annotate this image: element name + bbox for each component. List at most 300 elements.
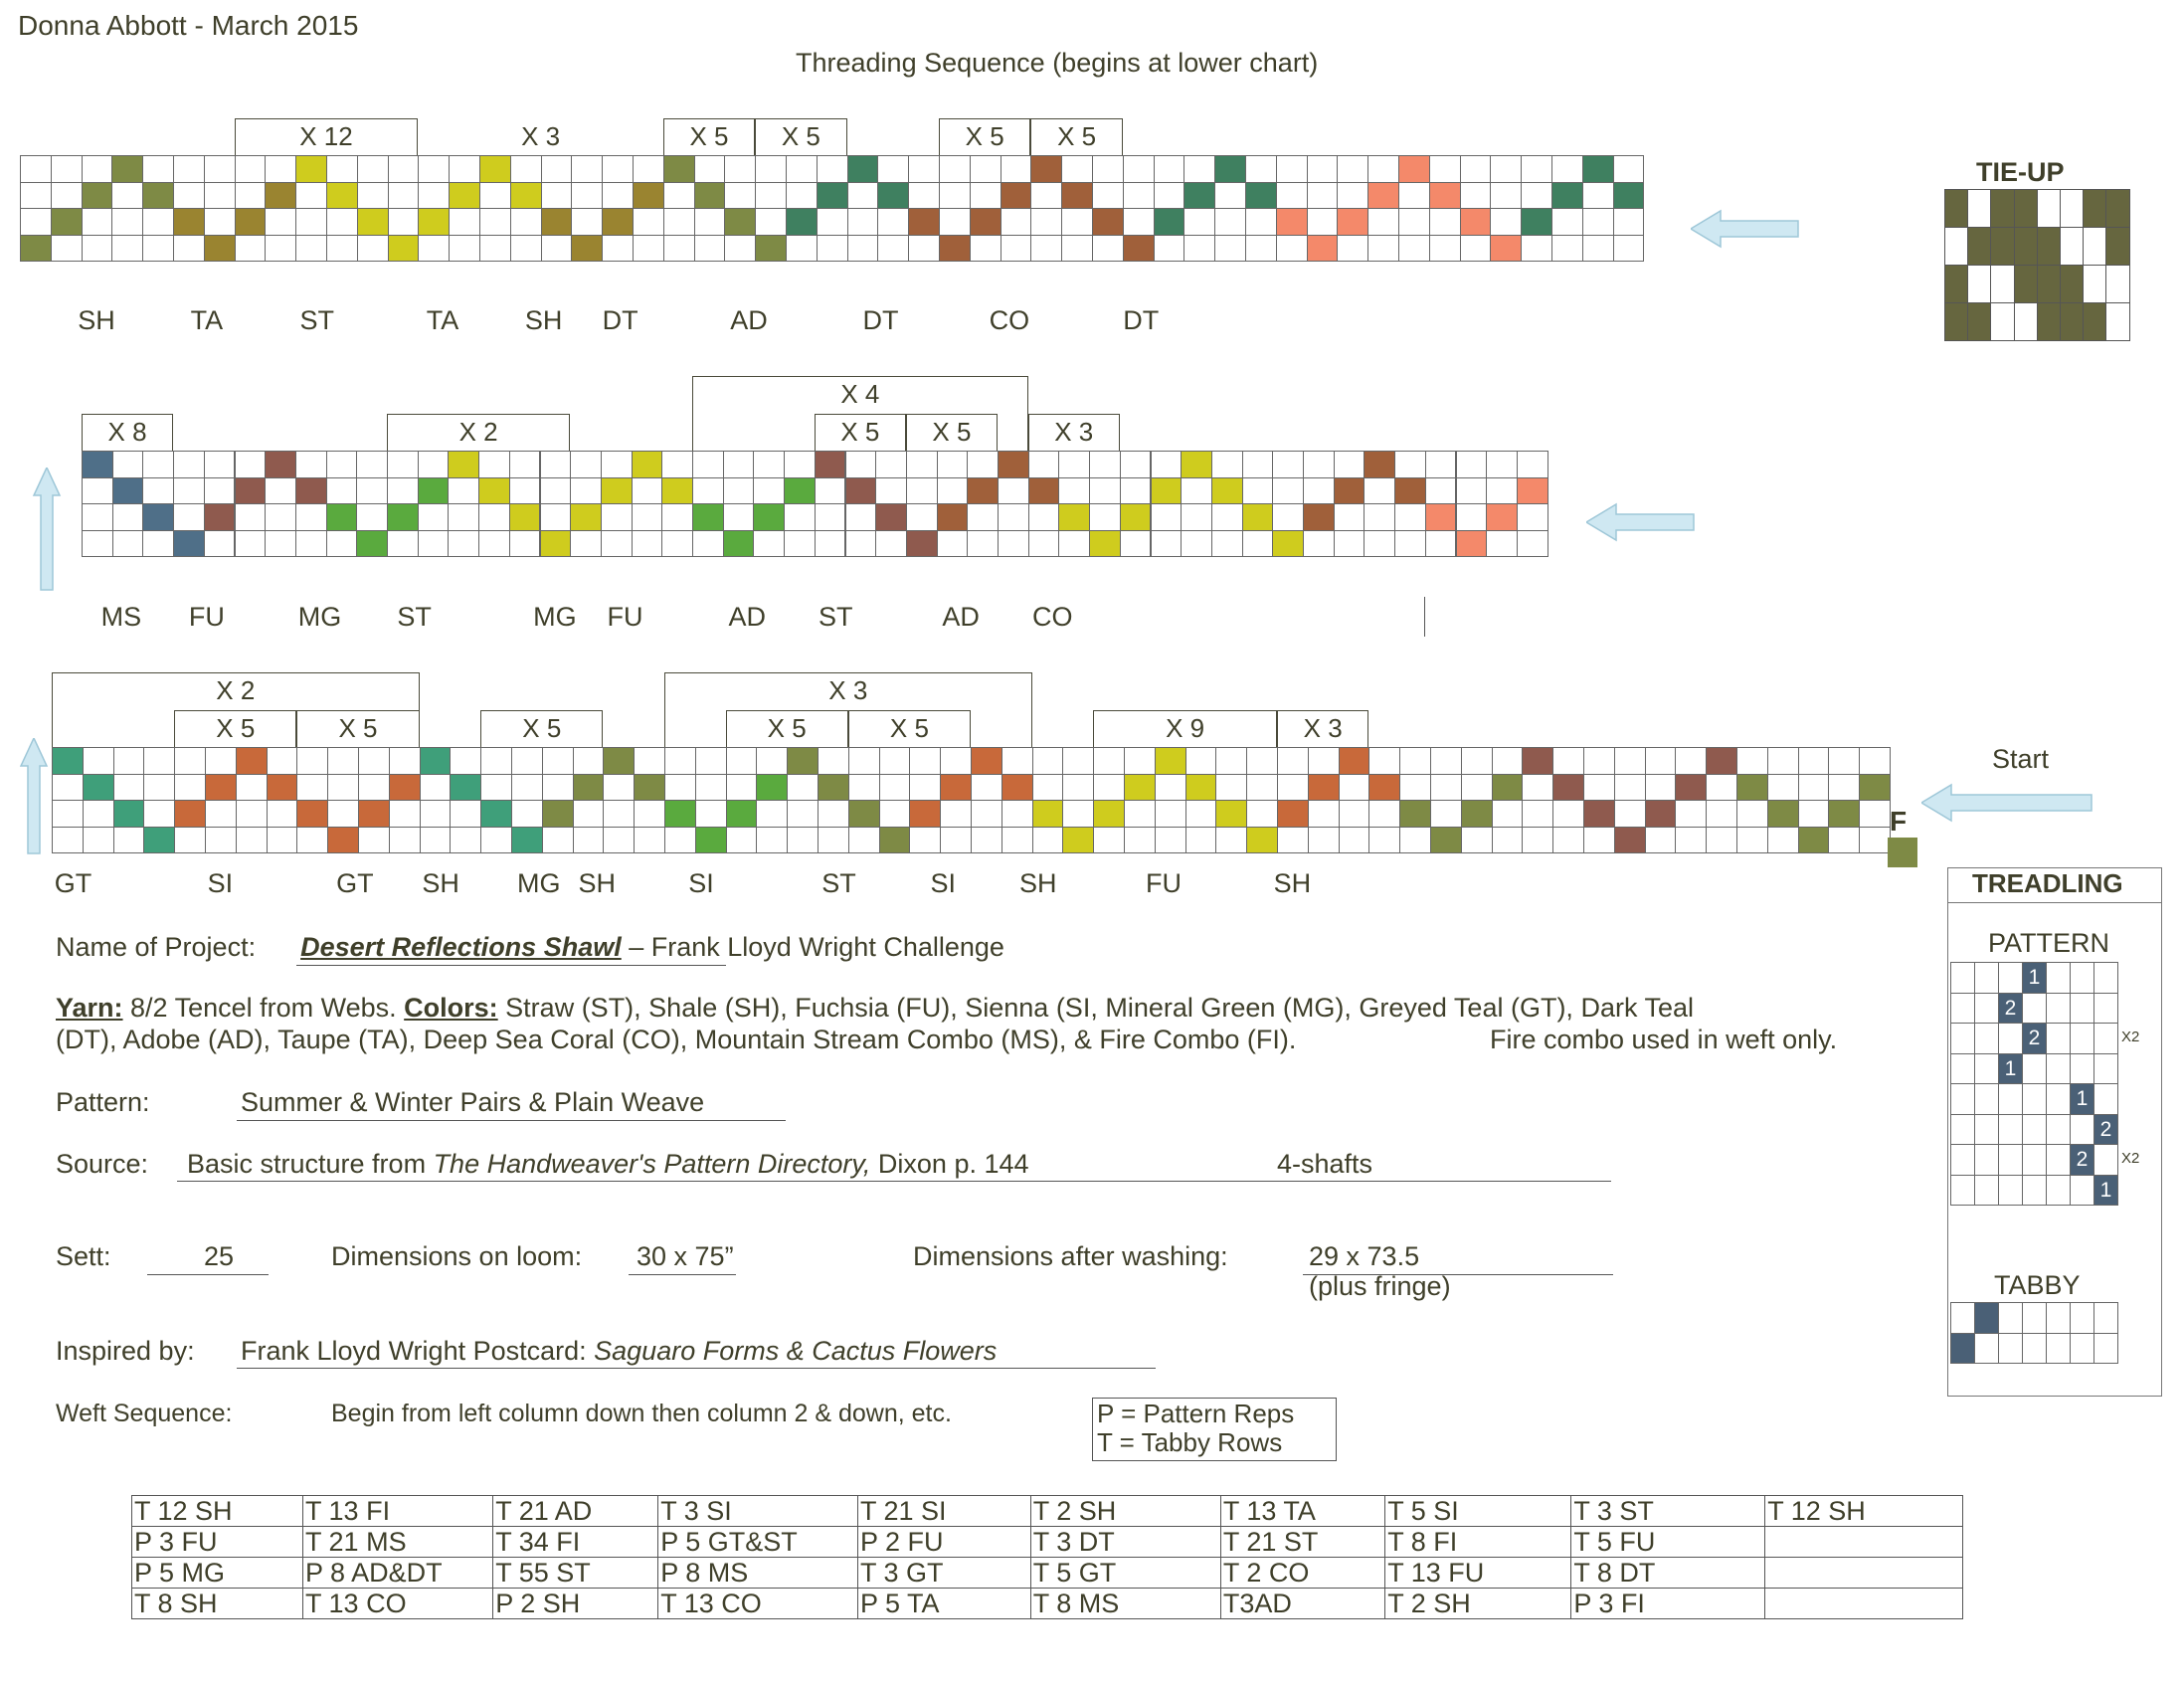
grid-cell	[326, 477, 358, 505]
grid-cell	[1308, 774, 1340, 802]
source-book: The Handweaver's Pattern Directory,	[433, 1149, 871, 1179]
wash-label: Dimensions after washing:	[913, 1241, 1228, 1271]
thread-color-label: SI	[688, 868, 714, 898]
grid-cell	[450, 747, 481, 775]
grid-cell	[1429, 235, 1461, 263]
grid-cell	[1123, 182, 1155, 210]
thread-color-label: GT	[336, 868, 374, 898]
grid-cell	[845, 451, 877, 478]
grid-cell	[357, 182, 389, 210]
yarn-label: Yarn:	[56, 993, 123, 1023]
grid-cell	[632, 477, 663, 505]
grid-cell	[1308, 827, 1340, 854]
grid-cell	[1062, 800, 1094, 828]
grid-cell	[815, 530, 846, 558]
grid-cell	[1030, 182, 1062, 210]
grid-cell	[449, 155, 480, 183]
grid-cell	[1552, 774, 1584, 802]
grid-cell	[1245, 155, 1277, 183]
grid-cell	[1155, 800, 1186, 828]
treadle-cell	[1974, 1023, 1999, 1054]
grid-cell	[695, 800, 727, 828]
inspired-label: Inspired by:	[56, 1336, 195, 1366]
grid-cell	[113, 827, 145, 854]
grid-cell	[112, 530, 144, 558]
grid-cell	[295, 477, 327, 505]
grid-cell	[1181, 530, 1212, 558]
grid-cell	[267, 827, 298, 854]
grid-cell	[1277, 827, 1309, 854]
treadle-cell	[1998, 1023, 2023, 1054]
grid-cell	[358, 774, 390, 802]
grid-cell	[111, 208, 143, 236]
grid-cell	[692, 503, 724, 531]
grid-cell	[1798, 747, 1830, 775]
table-cell: P 8 AD&DT	[303, 1558, 493, 1589]
grid-cell	[295, 451, 327, 478]
grid-cell	[111, 235, 143, 263]
grid-cell	[173, 182, 205, 210]
grid-cell	[388, 235, 420, 263]
grid-cell	[1460, 208, 1492, 236]
grid-cell	[1461, 774, 1493, 802]
grid-cell	[1089, 503, 1121, 531]
grid-cell	[573, 747, 605, 775]
grid-cell	[1245, 208, 1277, 236]
grid-cell	[1215, 800, 1247, 828]
repeat-bracket: X 5	[296, 710, 419, 747]
grid-cell	[1276, 208, 1308, 236]
grid-cell	[52, 774, 84, 802]
grid-cell	[1181, 503, 1212, 531]
table-cell: T 5 FU	[1571, 1527, 1765, 1558]
grid-cell	[570, 451, 602, 478]
grid-cell	[510, 182, 542, 210]
tabby-cell	[1998, 1302, 2023, 1334]
grid-cell	[879, 827, 911, 854]
grid-cell	[603, 774, 635, 802]
grid-cell	[695, 774, 727, 802]
grid-cell	[940, 827, 972, 854]
grid-cell	[1272, 451, 1304, 478]
project-name: Desert Reflections Shawl	[300, 932, 622, 962]
arrow-up-icon	[19, 738, 49, 855]
treadle-cell	[1998, 1114, 2023, 1146]
tabby-cell	[2070, 1302, 2094, 1334]
weft-legend	[1092, 1398, 1337, 1461]
grid-cell	[1185, 774, 1217, 802]
tieup-cell	[1990, 227, 2014, 266]
table-cell: P 5 GT&ST	[658, 1527, 858, 1558]
grid-cell	[509, 477, 541, 505]
grid-cell	[817, 208, 848, 236]
grid-cell	[1551, 155, 1583, 183]
grid-cell	[877, 235, 909, 263]
grid-cell	[52, 800, 84, 828]
grid-cell	[327, 747, 359, 775]
grid-cell	[1706, 800, 1737, 828]
treadle-cell	[2070, 962, 2094, 994]
grid-cell	[1614, 827, 1646, 854]
tieup-cell	[2105, 265, 2129, 303]
grid-cell	[479, 235, 511, 263]
grid-cell	[847, 208, 879, 236]
grid-cell	[1517, 530, 1548, 558]
grid-cell	[540, 503, 572, 531]
grid-cell	[1120, 477, 1152, 505]
grid-cell	[510, 208, 542, 236]
tieup-cell	[1967, 302, 1991, 341]
grid-cell	[1214, 155, 1246, 183]
grid-cell	[633, 208, 664, 236]
grid-cell	[937, 503, 969, 531]
grid-cell	[1582, 155, 1614, 183]
grid-cell	[1030, 235, 1062, 263]
grid-cell	[753, 451, 785, 478]
repeat-bracket: X 5	[848, 710, 971, 747]
pattern-underline	[237, 1120, 786, 1121]
grid-cell	[1398, 155, 1430, 183]
grid-cell	[1486, 451, 1518, 478]
grid-cell	[1613, 182, 1645, 210]
grid-cell	[1334, 451, 1365, 478]
grid-cell	[1859, 747, 1891, 775]
table-cell	[1765, 1527, 1963, 1558]
grid-cell	[420, 747, 452, 775]
project-underline	[296, 965, 726, 966]
treadle-cell	[2093, 962, 2118, 994]
grid-cell	[1303, 477, 1335, 505]
tieup-title: TIE-UP	[1976, 157, 2065, 187]
arrow-up-icon	[32, 468, 62, 592]
grid-cell	[1272, 503, 1304, 531]
grid-cell	[787, 827, 819, 854]
table-cell: T 55 ST	[493, 1558, 658, 1589]
grid-cell	[357, 155, 389, 183]
arrow-left-icon	[1691, 209, 1800, 249]
grid-cell	[541, 235, 573, 263]
grid-cell	[449, 235, 480, 263]
repeat-bracket: X 3	[1277, 710, 1368, 747]
grid-cell	[632, 451, 663, 478]
grid-cell	[542, 774, 574, 802]
treadle-cell	[1950, 1114, 1975, 1146]
grid-cell	[879, 800, 911, 828]
loom-value: 30 x 75”	[637, 1241, 734, 1271]
table-cell: T 3 GT	[858, 1558, 1031, 1589]
treadle-cell	[2046, 962, 2071, 994]
tieup-cell	[2060, 189, 2084, 228]
grid-cell	[296, 747, 328, 775]
grid-cell	[875, 451, 907, 478]
repeat-bracket: X 8	[82, 414, 173, 451]
grid-cell	[877, 182, 909, 210]
grid-cell	[478, 477, 510, 505]
source-post: Dixon p. 144	[870, 1149, 1029, 1179]
tabby-cell	[1974, 1302, 1999, 1334]
sett-value: 25	[204, 1241, 235, 1271]
table-cell: P 2 SH	[493, 1589, 658, 1619]
table-cell: T 34 FI	[493, 1527, 658, 1558]
legend-t: T = Tabby Rows	[1097, 1427, 1283, 1457]
table-cell: T 3 SI	[658, 1496, 858, 1527]
grid-cell	[418, 182, 450, 210]
grid-cell	[235, 182, 267, 210]
grid-cell	[1058, 477, 1090, 505]
grid-cell	[1364, 503, 1395, 531]
grid-cell	[1394, 477, 1426, 505]
grid-cell	[877, 208, 909, 236]
grid-cell	[1032, 747, 1064, 775]
grid-cell	[418, 477, 450, 505]
grid-cell	[479, 155, 511, 183]
thread-color-label: ST	[299, 305, 335, 335]
grid-cell	[1492, 747, 1524, 775]
grid-cell	[1276, 155, 1308, 183]
grid-cell	[143, 774, 175, 802]
source-shafts: 4-shafts	[1277, 1149, 1373, 1179]
grid-cell	[1398, 182, 1430, 210]
treadle-cell: 2	[2070, 1144, 2094, 1176]
grid-cell	[848, 747, 880, 775]
grid-cell	[142, 235, 174, 263]
grid-cell	[1028, 503, 1060, 531]
sett-underline	[147, 1274, 269, 1275]
treadle-cell	[2046, 1144, 2071, 1176]
grid-cell	[632, 503, 663, 531]
grid-cell	[204, 208, 236, 236]
grid-cell	[998, 503, 1029, 531]
repeat-bracket: X 5	[480, 710, 603, 747]
grid-cell	[1456, 477, 1488, 505]
grid-cell	[571, 235, 603, 263]
grid-cell	[1367, 235, 1399, 263]
grid-cell	[265, 235, 296, 263]
grid-cell	[998, 477, 1029, 505]
grid-cell	[937, 451, 969, 478]
grid-cell	[1398, 235, 1430, 263]
grid-cell	[204, 155, 236, 183]
treadle-cell	[1998, 962, 2023, 994]
treadle-cell	[2070, 1023, 2094, 1054]
grid-cell	[998, 451, 1029, 478]
grid-cell	[1183, 235, 1215, 263]
treadling-title: TREADLING	[1972, 868, 2123, 898]
grid-cell	[1486, 503, 1518, 531]
grid-cell	[1522, 774, 1553, 802]
tabby-cell	[1950, 1302, 1975, 1334]
repeat-bracket: X 4	[692, 376, 1028, 451]
grid-cell	[1334, 530, 1365, 558]
tieup-cell	[2083, 189, 2106, 228]
grid-cell	[1461, 827, 1493, 854]
grid-cell	[908, 182, 940, 210]
grid-cell	[906, 477, 938, 505]
grid-cell	[1828, 827, 1860, 854]
grid-cell	[1367, 155, 1399, 183]
grid-cell	[1120, 530, 1152, 558]
thread-color-label: CO	[989, 305, 1030, 335]
grid-cell	[1425, 451, 1457, 478]
treadle-cell	[1974, 993, 1999, 1025]
grid-cell	[940, 747, 972, 775]
treadle-cell	[2046, 1175, 2071, 1207]
thread-color-label: DT	[602, 305, 638, 335]
grid-cell	[1123, 235, 1155, 263]
grid-cell	[603, 800, 635, 828]
grid-cell	[1211, 503, 1243, 531]
grid-cell	[1399, 800, 1431, 828]
grid-cell	[480, 827, 512, 854]
arrow-left-icon	[1921, 783, 2093, 823]
repeat-bracket: X 3	[1028, 414, 1120, 451]
grid-cell	[939, 235, 971, 263]
thread-color-label: SH	[1018, 868, 1057, 898]
grid-cell	[1425, 503, 1457, 531]
grid-cell	[601, 530, 633, 558]
grid-cell	[1183, 182, 1215, 210]
grid-cell	[1399, 827, 1431, 854]
thread-color-label: FU	[1146, 868, 1183, 898]
grid-cell	[726, 747, 758, 775]
tabby-cell	[1998, 1333, 2023, 1365]
treadle-cell	[2093, 1144, 2118, 1176]
grid-cell	[1521, 155, 1552, 183]
table-cell: T 8 DT	[1571, 1558, 1765, 1589]
grid-cell	[1058, 530, 1090, 558]
grid-cell	[1521, 208, 1552, 236]
grid-cell	[1337, 208, 1368, 236]
grid-cell	[1120, 451, 1152, 478]
grid-cell	[1337, 182, 1368, 210]
grid-cell	[265, 530, 296, 558]
grid-cell	[633, 235, 664, 263]
tieup-cell	[1967, 189, 1991, 228]
treadle-cell	[2070, 1114, 2094, 1146]
thread-color-label: ST	[819, 602, 853, 632]
grid-cell	[695, 747, 727, 775]
grid-cell	[295, 155, 327, 183]
grid-cell	[174, 827, 206, 854]
grid-cell	[909, 774, 941, 802]
grid-cell	[326, 235, 358, 263]
grid-cell	[1001, 155, 1032, 183]
grid-cell	[509, 451, 541, 478]
treadle-cell	[2070, 1053, 2094, 1085]
grid-cell	[786, 182, 818, 210]
grid-cell	[326, 182, 358, 210]
grid-cell	[1490, 235, 1522, 263]
treadle-cell	[1974, 1053, 1999, 1085]
grid-cell	[265, 477, 296, 505]
grid-cell	[236, 747, 268, 775]
grid-cell	[756, 800, 788, 828]
thread-color-label: SH	[578, 868, 616, 898]
grid-cell	[1211, 477, 1243, 505]
grid-cell	[418, 208, 450, 236]
grid-cell	[112, 503, 144, 531]
grid-cell	[542, 800, 574, 828]
grid-cell	[847, 235, 879, 263]
grid-cell	[511, 827, 543, 854]
grid-cell	[633, 182, 664, 210]
grid-cell	[909, 747, 941, 775]
grid-cell	[326, 155, 358, 183]
grid-cell	[511, 747, 543, 775]
grid-cell	[664, 827, 696, 854]
grid-cell	[1460, 155, 1492, 183]
grid-cell	[267, 747, 298, 775]
sett-label: Sett:	[56, 1241, 111, 1271]
grid-cell	[1124, 800, 1156, 828]
grid-cell	[967, 530, 999, 558]
grid-cell	[295, 235, 327, 263]
grid-cell	[755, 155, 787, 183]
grid-cell	[724, 208, 756, 236]
loom-underline	[629, 1274, 736, 1275]
grid-cell	[204, 182, 236, 210]
grid-cell	[1001, 774, 1033, 802]
grid-cell	[479, 208, 511, 236]
grid-cell	[1154, 235, 1185, 263]
tieup-cell	[1990, 265, 2014, 303]
grid-cell	[1461, 747, 1493, 775]
tieup-cell	[1990, 189, 2014, 228]
grid-cell	[235, 451, 267, 478]
thread-color-label: AD	[728, 602, 767, 632]
grid-cell	[1307, 155, 1339, 183]
tieup-cell	[2014, 302, 2038, 341]
grid-cell	[695, 827, 727, 854]
grid-cell	[1028, 477, 1060, 505]
table-cell: T 13 CO	[303, 1589, 493, 1619]
grid-cell	[571, 208, 603, 236]
grid-cell	[1798, 800, 1830, 828]
treadle-cell	[1998, 1175, 2023, 1207]
grid-cell	[296, 800, 328, 828]
repeat-bracket: X 5	[174, 710, 296, 747]
grid-cell	[573, 800, 605, 828]
grid-cell	[723, 503, 755, 531]
grid-cell	[661, 451, 693, 478]
grid-cell	[236, 800, 268, 828]
grid-cell	[753, 477, 785, 505]
grid-cell	[82, 477, 113, 505]
grid-cell	[1214, 208, 1246, 236]
table-row	[132, 1558, 1963, 1589]
grid-cell	[1154, 182, 1185, 210]
grid-cell	[663, 182, 695, 210]
grid-cell	[52, 747, 84, 775]
grid-cell	[664, 800, 696, 828]
grid-cell	[51, 182, 83, 210]
grid-cell	[939, 208, 971, 236]
thread-color-label: ST	[397, 602, 432, 632]
tieup-cell	[2105, 302, 2129, 341]
grid-cell	[142, 451, 174, 478]
repeat-bracket: X 12	[235, 118, 419, 155]
grid-cell	[295, 530, 327, 558]
grid-cell	[1583, 747, 1615, 775]
tabby-cell	[2046, 1302, 2071, 1334]
grid-cell	[906, 451, 938, 478]
grid-cell	[174, 747, 206, 775]
grid-cell	[1399, 747, 1431, 775]
grid-cell	[478, 503, 510, 531]
treadle-cell: 1	[2022, 962, 2047, 994]
grid-cell	[1583, 774, 1615, 802]
colors-text: Straw (ST), Shale (SH), Fuchsia (FU), Sienna (SI, Mineral Green (MG), Greyed Teal (GT), Dark Teal	[497, 993, 1694, 1023]
